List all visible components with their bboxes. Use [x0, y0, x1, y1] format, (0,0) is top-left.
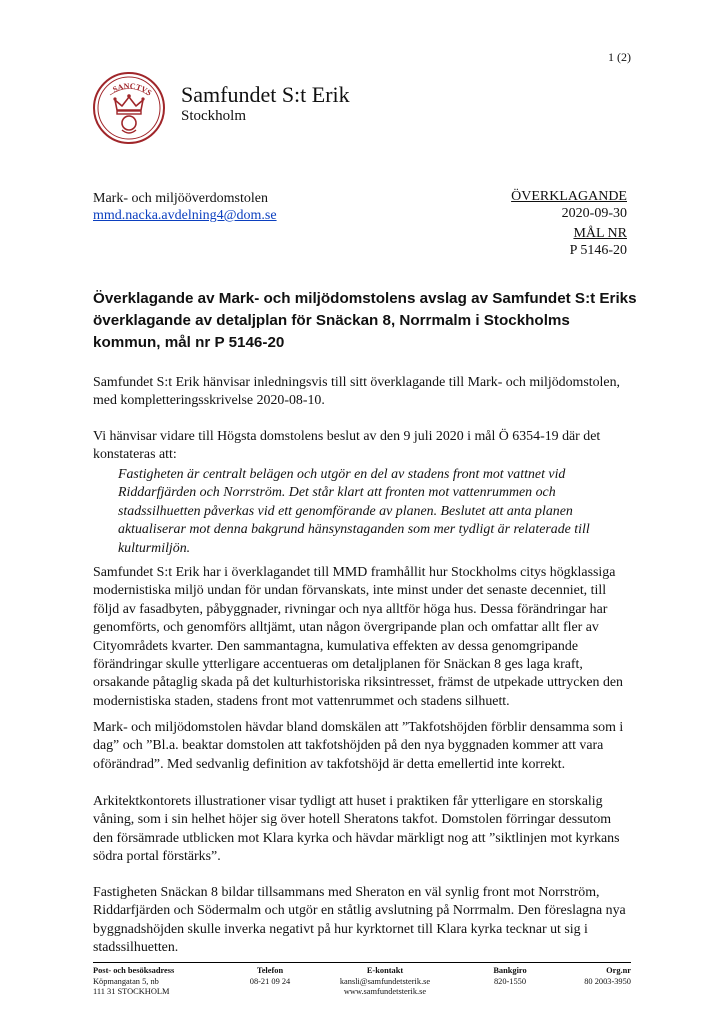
page-number: 1 (2)	[608, 50, 631, 64]
footer-address-line2: 111 31 STOCKHOLM	[93, 987, 170, 996]
crown-seal-icon	[91, 70, 167, 146]
footer-email[interactable]: kansli@samfundetsterik.se	[339, 976, 431, 986]
document-title: Överklagande av Mark- och miljödomstolens avslag av Samfundet S:t Eriks överklagande av detaljplan för Snäckan 8, Norrmalm i Stockholms kommun, mål nr P 5146-20	[93, 290, 637, 351]
footer-phone-value: 08-21 09 24	[249, 976, 291, 986]
paragraph-text: Vi hänvisar vidare till Högsta domstolens beslut av den 9 juli 2020 i mål Ö 6354-19 där det konstateras att:	[93, 429, 601, 463]
paragraph-text: Fastigheten Snäckan 8 bildar tillsammans med Sheraton en väl synlig front mot Norrström, Riddarfjärden och Södermalm och utgör en ståtlig avslutning på Norrmalm. Den föreslagna nya byggnadshöjden skulle inverka negativt på hur kyrktornet till Klara kyrka tecknar ut sig i stadssilhuetten.	[93, 885, 626, 956]
society-logo	[91, 70, 167, 146]
footer-contact	[330, 966, 440, 998]
footer-bankgiro	[490, 966, 530, 987]
footer-phone	[248, 966, 292, 987]
quote-text: Fastigheten är centralt belägen och utgör en del av stadens front mot vattnet vid Riddarfjärden och Norrström. Det står klart att fronten mot vattenrummen och stadssilhuetten påverkas vid ett genomförande av planen. Beslutet att anta planen aktualiserar mot denna bakgrund hänsynstaganden som mer tydligt är relaterade till kulturmiljön.	[118, 467, 590, 556]
case-label: MÅL NR	[573, 226, 627, 241]
recipient-email-link[interactable]: mmd.nacka.avdelning4@dom.se	[93, 208, 277, 223]
footer-bankgiro-label: Bankgiro	[493, 966, 527, 975]
paragraph-4	[93, 719, 633, 774]
paragraph-6	[93, 884, 633, 958]
paragraph-3	[93, 564, 633, 711]
footer-address-line1: Köpmangatan 5, nb	[93, 976, 159, 986]
footer-orgnr-label: Org.nr	[606, 966, 631, 975]
recipient-name: Mark- och miljööverdomstolen	[93, 191, 268, 206]
org-city: Stockholm	[181, 108, 247, 124]
svg-text:SANCTVS	[111, 81, 153, 97]
quote-block	[118, 466, 628, 558]
doc-type: ÖVERKLAGANDE	[511, 189, 627, 204]
paragraph-text: Arkitektkontorets illustrationer visar tydligt att huset i praktiken får ytterligare en storskalig våning, som i sin helhet höjer sig över hotell Sheratons takfot. Domstolen förringar dessutom den försämrade utblicken mot Klara kyrka och hävdar märkligt nog att ”siktlinjen mot kyrkans södra portal förstärks”.	[93, 794, 620, 865]
paragraph-2	[93, 428, 633, 465]
recipient-block	[93, 190, 277, 224]
paragraph-5	[93, 793, 633, 867]
footer-address-label: Post- och besöksadress	[93, 966, 175, 975]
footer-bankgiro-value: 820-1550	[493, 976, 527, 986]
paragraph-text: Samfundet S:t Erik hänvisar inledningsvis till sitt överklagande till Mark- och miljödomstolen, med kompletteringsskrivelse 2020-08-10.	[93, 375, 621, 409]
paragraph-1	[93, 374, 633, 411]
footer-phone-label: Telefon	[256, 966, 284, 975]
footer-web[interactable]: www.samfundetsterik.se	[343, 987, 427, 996]
paragraph-text: Mark- och miljödomstolen hävdar bland domskälen att ”Takfotshöjden förblir densamma som i dag” och ”Bl.a. beaktar domstolen att takfotshöjden på den nya byggnaden kommer att vara oförändrad”. Med sedvanlig definition av takfotshöjd är detta emellertid inte korrekt.	[93, 720, 624, 772]
footer-contact-label: E-kontakt	[366, 966, 404, 975]
case-number: P 5146-20	[569, 242, 627, 258]
paragraph-text: Samfundet S:t Erik har i överklagandet till MMD framhållit hur Stockholms citys högklassiga modernistiska miljö undan för undan förvanskats, inte minst under det senaste decenniet, till följd av fasadbyten, påbyggnader, rivningar och nya alltför höga hus. Dessa förändringar har genomförts, och genomförs alltjämt, utan någon övergripande plan och omfattar allt fler av Cityområdets kvarter. Den sammantagna, kumulativa effekten av dessa genomgripande förändringar skulle ytterligare accentueras om detaljplanen för Snäckan 8 ges laga kraft, orsakande påtaglig skada på det kulturhistoriska riksintresset, främst de utpekade uttrycken den modernistiska staden, stadens front mot vattenrummet och stadens silhuett.	[93, 565, 624, 709]
footer-divider	[93, 962, 631, 963]
footer-orgnr-value: 80 2003-3950	[584, 976, 631, 986]
doc-date: 2020-09-30	[561, 205, 627, 221]
footer-address	[93, 966, 174, 998]
footer-orgnr	[584, 966, 631, 987]
document-meta	[511, 189, 627, 259]
logo-text: SANCTVS	[111, 81, 154, 98]
org-name: Samfundet S:t Erik	[181, 82, 350, 107]
